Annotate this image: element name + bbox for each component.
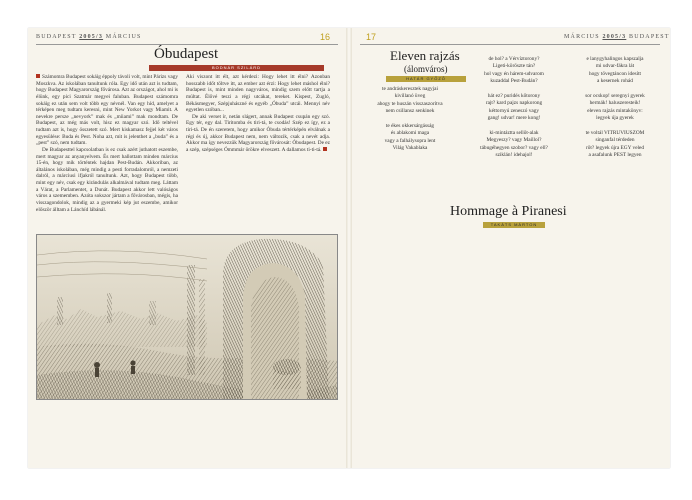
left-header-rule (36, 44, 338, 45)
magazine-spread (28, 28, 670, 468)
section-start-square-icon (36, 74, 40, 78)
left-running-head: BUDAPEST 2005/3 MÁRCIUS (36, 34, 142, 40)
right-header-rule (360, 44, 660, 45)
column-1-paragraph: De Budapesttel kapcsolatban is ez csak azért juthatott eszembe, mert magyar az anyanyelvem. És mert hallottam minden március 15-én, hogy mik történtek hajdan Pest-Budán. Akkoriban, az általános iskolában, még mindig a pesti forradalomról, a nemzeti dalról, a márciusi ifjakról tanultunk. Azt, hogy Budapest több, mint egy név, csak egy kirándulás alkalmával tudtam meg. Láttam a Várat, a Parlamentet, a Dunát. Budapest akkor lett valóságos város a szememben. Azóta sokszor jártam a fővárosban, mégis, ha visszagondolok, mindig az a gyermeki kép jut eszembe, amikor először álltam a Lánchíd lábánál. (36, 146, 178, 213)
article2-title: Hommage à Piranesi (450, 204, 567, 219)
right-running-head: MÁRCIUS 2005/3 BUDAPEST (564, 34, 670, 40)
left-page-number: 16 (320, 32, 331, 42)
article2-byline: TAKÁTS MÁRTON (483, 222, 545, 228)
column-2-paragraph: Aki viszont itt élt, azt kérdezi: Hogy lehet itt élni? Azonban hosszabb időt töltve itt, az ember azt érzi: Hogy lehet máshol élni? Budapest is, mint minden nagyváros, mindig szem előtt tartja a múltat. Élővé teszi a régi utcákat, tereket. Kispest, Zugló, Békásmegyer, Szépjuhászné és egyéb „Óbuda” utcái. Mennyi név egyetlen szóban... (186, 74, 330, 114)
poem-column-2: de hol? a Vérvíztorony? Ligeti-köröszte tán? hol vagy én hárem-udvarom kuzaddal Pest-Budán? hát ez? puridés kőtorony rajt? kard pajzs napkorong kéttornyú zeneszó vagy gang! udvar! mere kong! ki-mintáztta sellőt-alak Megyeszy? vagy Maillol? tábugéhegyen szobor? vagy ell? sziklán! idehajol! (480, 56, 548, 159)
poem-subtitle: (álomváros) (404, 64, 448, 74)
article-title: Óbudapest (154, 46, 219, 62)
piranesi-engraving-image (36, 234, 338, 400)
right-page-number: 17 (366, 32, 377, 42)
poem-byline: HATÁR GYŐZŐ (386, 76, 466, 82)
poem-title: Eleven rajzás (390, 48, 460, 63)
article-byline: BODNÁR SZILÁRD (149, 65, 324, 71)
poem-column-3: e lanygyhalingos kapszalja mi udvar-fákra lát hogy tövegtáncon idesítt a kesernek rohád sor ocskop! seregnyi gyerek hermák! haluszeresteik! eleven rajzás mintakönyv: legyek úja gyerek te voltál VITRUVIUSZOM singanfal térdeden rőt? legyek újra EGY veled a asafalunk PEST legyen (585, 56, 645, 159)
column-2-paragraph: De aki verset ír, netán slágert, annak Budapest csupán egy szó. Egy tér, egy dal. Tiritomba és tiri-tá, te csodás! Szép ez így, ez a tiri-tá. De én szeretem, hogy amikor Óbuda tértérképén elválnak a régi és új, akkor Budapest nem, nem változik, csak a nevét adja. Akkor ma így nevezzük Magyarország fővárosát: Óbudapest. De ez a szép, szépséges Ómmmár örökre elveszett. A dallamos ti-ti-tá. (186, 113, 330, 153)
poem-column-1: te andráskeresztek nagyjai kivillanó üveg ahogy te huszán visszaszorítva nem csillansz senkinek te ékes okkersárgásság és ablakomi maga vagy a falhálysopra lent Világ Vakablaka (377, 86, 443, 152)
right-page (352, 28, 670, 468)
end-mark-square-icon (323, 147, 327, 151)
article-column-2 (186, 74, 330, 174)
column-1-paragraph: Számomra Budapest sokáig éppoly távoli volt, mint Párizs vagy Moszkva. Az iskolában tanultunk róla. Egy idő után azt is tudtam, hogy Budapest Magyarország fővárosa. Azt az országot, ahol mi is élünk, egy pici Szatmár megyei faluban. Budapest számomra sokáig ez után sem volt több egy névnél. Van egy híd, amelyet a térképen meg tudtam keresni, mint New Yorkot vagy Miamit. A nevekre persze „nevyork” mak és „miiami” mak mondtam. De Budapest, az még más volt, hisz ez magyar szó. Idő teltével tudtam azt is, hogy összetett szó. Mert kiskamasz fejjel két város egyesülése: Buda és Pest. Noha azt, mit is jelenthet a „buda” és a „pest” szó, nem tudtam. (36, 74, 178, 147)
